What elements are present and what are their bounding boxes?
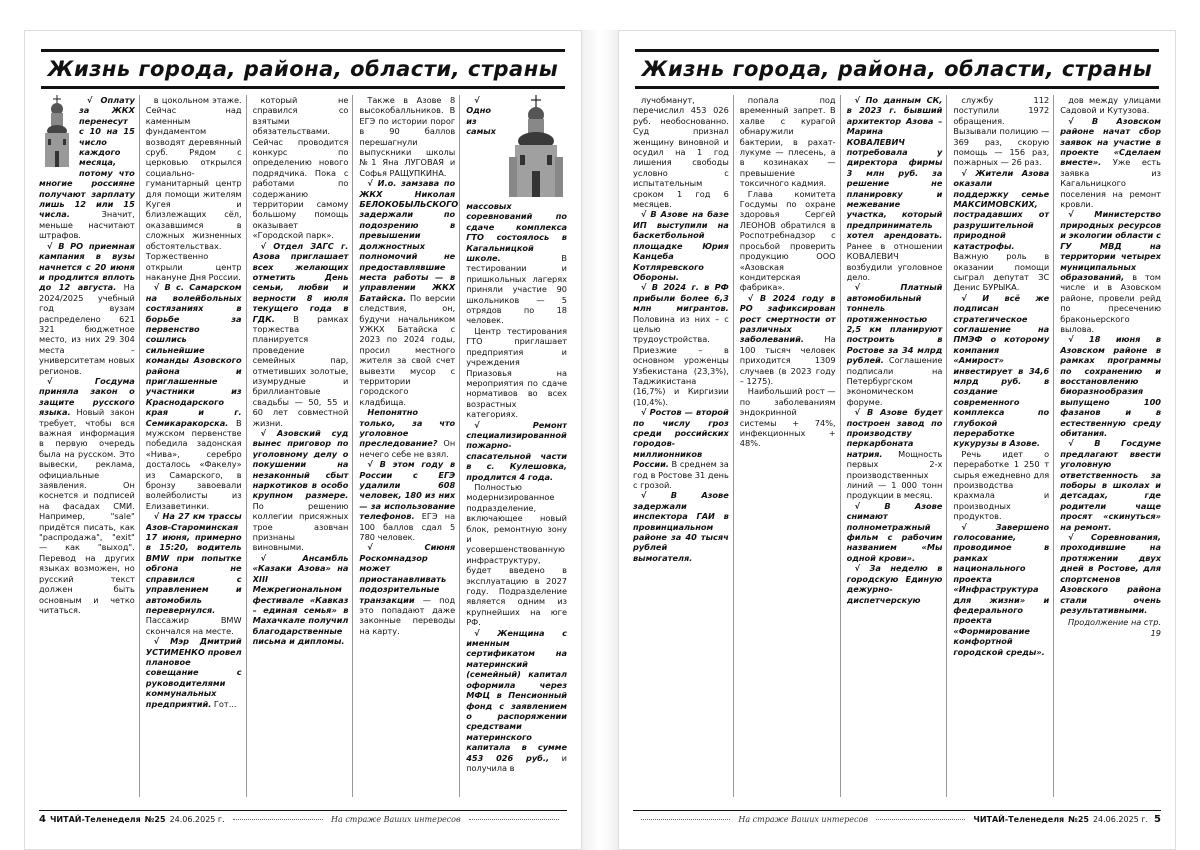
news-headline: √ Отдел ЗАГС г. Азова приглашает всех желающих отметить День семьи, любви и верности 8 июля текущего года в ГДК.: [252, 240, 349, 324]
news-item: [953, 168, 1049, 293]
news-item: [740, 189, 836, 293]
news-item: [633, 95, 729, 209]
page-number: 5: [1154, 813, 1162, 825]
news-body: который не справился со взятыми обязательствами. Сейчас проводится конкурс по определению нового подрядчика. Пока с работами по содержанию территории самому большому помощь оказывает «Городской парк».: [252, 95, 349, 241]
news-headline: √ 18 июня в Азовском районе в рамках программы по сохранению и восстановлению биоразнообразия выпущено 100 фазанов и в естественную среду обитания.: [1060, 334, 1161, 438]
footer-motto: На страже Ваших интересов: [331, 814, 461, 824]
column-right-3: [847, 95, 948, 797]
news-headline: √ Ансамбль «Казаки Азова» на XIII Межрегиональном фестивале «Кавказ – единая семья» в Махачкале получил благодарственные письма и дипломы.: [252, 552, 349, 647]
footer-dots: [876, 819, 965, 820]
news-headline: √ Платный автомобильный тоннель протяженностью 2,5 км планируют построить в Ростове за 34 млрд рублей.: [846, 282, 943, 366]
news-item: [359, 459, 455, 542]
news-headline: √ В Азовском районе начат сбор заявок на участие в проекте «Сделаем вместе».: [1060, 115, 1161, 168]
news-body: в цокольном этаже. Сейчас над каменным фундаментом возводят деревянный сруб. Рядом с церковью открылся социально-гуманитарный центр для помощи жителям Кугея и близлежащих сёл, оказавшимся в сложных жизненных обстоятельствах. Торжественно открыли центр накануне Дня России.: [145, 95, 242, 282]
news-body: Он нечего себе не взял.: [359, 438, 456, 459]
news-body: На 2024/2025 учебный год вузам распределено 621 321 бюджетное место, из них 29 304 места – университетам новых регионов.: [39, 282, 135, 376]
news-item: [1060, 116, 1161, 210]
news-headline: √ Женщина с именным сертификатом на материнский (семейный) капитал оформила через МФЦ в Пенсионный фонд с заявлением о распоряжении средствами материнского капитала в сумме 453 026 руб.,: [466, 627, 567, 763]
news-headline: √ В Азове будет построен завод по производству перкарбоната натрия.: [846, 407, 943, 459]
news-item: [146, 282, 242, 511]
news-body: Пассажир ВМW скончался на месте.: [145, 615, 242, 636]
news-headline: √ За неделю в городскую Единую дежурно-диспетчерскую: [846, 563, 943, 605]
news-item: [146, 95, 242, 282]
news-body: Новый закон требует, чтобы вся важная информация в первую очередь была на русском. Это вывески, реклама, официальные заявления. Он коснется и подписей на фасадах СМИ. Например, "sale" придётся писать, как "распродажа", "exit" — как "выход". Перевод на других языках возможен, но русский текст должен быть основным и четко читаться.: [39, 407, 135, 615]
news-body: По версии следствия, он, будучи начальником УЖКХ Батайска с 2023 по 2024 годы, просил местного жителя за свой счет вывезти мусор с территории городского кладбища.: [359, 292, 456, 407]
news-item: [953, 449, 1049, 522]
news-body: В тестировании и пришкольных лагерях приняли участие 90 школьников — 5 отрядов по 18 человек.: [466, 253, 567, 326]
news-body: Центр тестирования ГТО приглашает предприятия и учреждения Приазовья на мероприятия по сдаче нормативов во всех возрастных категориях.: [466, 325, 567, 420]
news-body: Мощность первых 2-х производственных линий — 1 000 тонн продукции в месяц.: [846, 448, 943, 501]
column-text: [847, 95, 943, 605]
news-item: [253, 553, 349, 647]
news-item: [39, 241, 135, 376]
column-right-5: [1060, 95, 1161, 797]
news-item: [1060, 532, 1161, 615]
news-headline: √ И всё же подписан стратегическое соглашение на ПМЭФ о которому компания «Амирост» инвестирует в 34,6 млрд руб. в создание современного комплекса по глубокой переработке кукурузы в Азове.: [953, 292, 1050, 449]
page-footer-right: [633, 810, 1161, 827]
news-body: Полностью модернизированное подразделение, включающее новый блок, ремонтную зону и усовершенствованную инфраструктуру, будет введено в эксплуатацию в 2027 году. Подразделение является одним из крупнейших на юге РФ.: [466, 481, 567, 628]
news-headline: Непонятно только, за что уголовное преследование?: [359, 407, 456, 449]
news-body: По решению коллегии присяжных трое азовчан признаны виновными.: [252, 500, 349, 553]
news-item: [740, 95, 836, 189]
news-headline: √ В РО приемная кампания в вузы начнется с 20 июня и продлится вплоть до 12 августа.: [39, 240, 135, 293]
news-body: лучобманут, перечислил 453 026 руб. необоснованно. Суд признал женщину виновной и осудил на 1 год лишения свободы условно с испытательным сроком 1 год 6 месяцев.: [633, 95, 729, 210]
news-body: Гот...: [211, 698, 237, 709]
news-headline: √ На 27 км трассы Азов-Староминская 17 июня, примерно в 15:20, водитель BMW при попытке обгона не справился с управлением и автомобиль перевернулся.: [145, 511, 242, 615]
issue-number: №25: [144, 814, 166, 824]
news-body: — под это попадают даже законные переводы на карту.: [359, 594, 456, 636]
news-item: [633, 407, 729, 490]
news-headline: √ В Госдуме предлагают ввести уголовную ответственность за поборы в школах и детсадах, где родители чаще просят «скинуться» на ремонт.: [1060, 438, 1161, 532]
news-item: [253, 241, 349, 428]
news-item: [633, 282, 729, 407]
news-headline: √ Оплату за ЖКХ перенесут с 10 на 15 число каждого месяца, потому что многие россияне получают зарплату лишь 12 или 15 числа.: [39, 95, 135, 220]
column-text: [253, 95, 349, 647]
news-body: Глава комитета Госдумы по охране здоровья Сергей ЛЕОНОВ обратился в Роспотребнадзор с просьбой проверить продукцию ООО «Азовская кондитерская фабрика».: [739, 188, 836, 293]
column-left-1: [39, 95, 140, 797]
news-headline: √ Азовский суд вынес приговор по уголовному делу о покушении на незаконный сбыт наркотиков в особо крупном размере.: [252, 428, 349, 501]
column-left-5: [466, 95, 567, 797]
news-headline: √ В 2024 г. в РФ прибыли более 6,3 млн мигрантов.: [633, 282, 729, 314]
page-left: [24, 30, 582, 850]
news-item: [847, 407, 943, 501]
news-headline: √ В Азове на базе ИП выступили на баскетбольной площадке Юрия Канцеба Котляревского Обороны.: [633, 209, 729, 282]
church-illustration: [39, 95, 75, 169]
continued-note: Продолжение на стр. 19: [1067, 617, 1161, 638]
news-headline: √ По данным СК, в 2023 г. бывший архитектор Азова – Марина КОВАЛЕВИЧ потребовала у директора фирмы 3 млн руб. за решение не планировку и межевание участка, который предприниматель хотел арендовать.: [846, 95, 943, 241]
news-item: [39, 376, 135, 615]
page-number: 4: [39, 813, 46, 825]
news-headline: √ В этом году в России с ЕГЭ удалили 608 человек, 180 из них — за использование телефонов.: [359, 459, 456, 522]
footer-dots: [641, 819, 730, 820]
news-item: [466, 326, 567, 420]
column-text: [953, 95, 1049, 657]
news-body: Значит, меньше насчитают штрафов.: [39, 209, 135, 241]
news-item: [253, 95, 349, 241]
news-body: Ранее в отношении КОВАЛЕВИЧ возбудили уголовное дело.: [846, 240, 943, 282]
column-text: [633, 95, 729, 563]
news-body: В рамках торжества планируется проведение семейных пар, отметивших золотые, изумрудные и бриллиантовые свадьбы — 50, 55 и 60 лет совместной жизни.: [252, 313, 349, 428]
news-headline: √ Госдума приняла закон о защите русского языка.: [39, 375, 135, 418]
section-banner-right: Жизнь города, района, области, страны: [635, 49, 1159, 89]
news-item: [1060, 334, 1161, 438]
news-item: [146, 636, 242, 709]
news-item: [1060, 209, 1161, 334]
column-text: [359, 95, 459, 636]
column-left-3: [253, 95, 354, 797]
news-headline: √ Сиюня Роскомнадзор может приостанавливать подозрительные транзакции: [359, 542, 456, 605]
news-item: [740, 386, 836, 448]
news-item: [359, 95, 455, 178]
news-body: В среднем за год в Ростове 31 день с грозой.: [633, 459, 729, 491]
news-item: [953, 293, 1049, 449]
news-body: Важную роль в оказании помощи сыграл депутат ЗС Денис БУРЫКА.: [953, 251, 1050, 293]
news-item: [953, 522, 1049, 657]
news-item: [466, 482, 567, 628]
cathedral-illustration: [505, 95, 567, 199]
news-body: На 100 тысяч человек приходится 1309 случаев (в 2023 году – 1275).: [739, 334, 836, 386]
section-banner-left: Жизнь города, района, области, страны: [41, 49, 565, 89]
news-item: [953, 95, 1049, 168]
news-body: службу 112 поступили 1972 обращения. Вызывали полицию — 369 раз, скорую помощь — 156 раз, пожарных — 26 раз.: [953, 95, 1050, 168]
news-headline: √ В 2024 году в РО зафиксирован рост смертности от различных заболеваний.: [739, 292, 836, 345]
news-item: [359, 407, 455, 459]
news-headline: √ Ростов — второй по числу гроз среди российских городов-миллионников России.: [633, 407, 729, 470]
page-right: [618, 30, 1176, 850]
news-item: [847, 501, 943, 563]
news-item: [466, 420, 567, 482]
news-item: [633, 490, 729, 563]
news-item: [466, 628, 567, 774]
news-headline: √ В с. Самарском на волейбольных состязаниях в борьбе за первенство сошлись сильнейшие команды Азовского района и приглашенные участники из Краснодарского края и г. Семикаракорска.: [145, 282, 242, 428]
news-body: Также в Азове 8 высокобалльников. В ЕГЭ по истории порог в 90 баллов перешагнули выпускники школы №1 Яна ЛУГОВАЯ и Софья РАЩУПКИНА.: [359, 95, 456, 178]
news-headline: √ В Азове снимают полнометражный фильм с рабочим названием «Мы одной крови».: [846, 500, 943, 563]
columns-left: [39, 95, 567, 797]
news-body: Половина из них – с целью трудоустройства. Приезжие – в основном уроженцы Узбекистана (23,3%), Таджикистана (16,7%) и Киргизии (10,4%).: [633, 313, 729, 407]
column-text: [740, 95, 836, 449]
news-body: Соглашение подписали на Петербургском экономическом форуме.: [846, 355, 943, 407]
news-item: [847, 563, 943, 605]
column-left-4: [359, 95, 460, 797]
columns-right: [633, 95, 1161, 797]
news-body: ЕГЭ на 100 баллов сдал 5 780 человек.: [359, 511, 456, 543]
column-text: [39, 95, 135, 615]
news-headline: √ Жители Азова оказали поддержку семье МАКСИМОВСКИХ, пострадавших от разрушительной природной катастрофы.: [953, 167, 1050, 251]
news-body: и получила в: [466, 752, 567, 773]
news-item: [359, 542, 455, 636]
issue-number: №25: [1068, 814, 1089, 824]
news-body: Уже есть заявка из Кагальницкого поселения на ремонт кровли.: [1060, 157, 1161, 210]
issue-date: 24.06.2025 г.: [1092, 814, 1149, 824]
news-body: дов между улицами Садовой и Кутузова.: [1060, 95, 1161, 116]
news-headline: √ Завершено голосование, проводимое в рамках национального проекта «Инфраструктура для жизни» и федерального проекта «Формирование комфортной городской среды».: [953, 521, 1050, 657]
news-headline: √ Одно из самых массовых соревнований по сдаче комплекса ГТО состоялось в Кагальницкой школе.: [466, 95, 567, 264]
news-item: [1060, 438, 1161, 532]
issue-date: 24.06.2025 г.: [169, 814, 225, 824]
news-item: [847, 282, 943, 407]
brand-name: ЧИТАЙ-Теленеделя: [973, 814, 1065, 824]
footer-motto: На страже Ваших интересов: [738, 814, 868, 824]
column-text: [146, 95, 242, 709]
news-item: [146, 511, 242, 636]
news-headline: √ Министерство природных ресурсов и экологии области с ГУ МВД на территории четырех муниципальных образований,: [1060, 209, 1161, 282]
news-item: [359, 178, 459, 407]
footer-dots: [233, 819, 323, 820]
news-body: В мужском первенстве победила задонская «Нива», серебро досталось «Факелу» из Самарского, в бронзу завоевали волейболисты из Елизаветинки.: [145, 417, 242, 511]
news-item: [633, 209, 729, 282]
news-item: [1060, 95, 1161, 116]
column-right-1: [633, 95, 734, 797]
news-headline: √ Соревнования, проходившие на протяжении двух дней в Ростове, для спортсменов Азовского района стали очень результативными.: [1060, 532, 1161, 615]
column-right-2: [740, 95, 841, 797]
column-text: [1060, 95, 1161, 615]
news-item: [253, 428, 349, 553]
news-body: в том числе и в Азовском районе, провели рейд по пресечению браконьерского вылова.: [1060, 271, 1161, 334]
page-gutter: [582, 30, 618, 850]
column-right-4: [953, 95, 1054, 797]
news-body: Речь идет о переработке 1 250 т сырья ежедневно для производства крахмала и производных продуктов.: [953, 448, 1050, 522]
news-headline: √ Мэр Дмитрий УСТИМЕНКО провел плановое совещание с руководителями коммунальных предприятий.: [145, 636, 242, 709]
news-body: попала под временный запрет. В халве с курагой обнаружили бактерии, в рахат-лукуме — плесень, а в козинаках — превышение токсичного кадмия.: [739, 95, 836, 189]
news-body: Наибольший рост — по заболеваниям эндокринной системы + 74%, инфекционных + 48%.: [739, 386, 836, 449]
news-headline: √ Ремонт специализированной пожарно-спасательной части в с. Кулешовка, продлится 4 года.: [466, 419, 567, 482]
news-item: [847, 95, 943, 282]
brand-name: ЧИТАЙ-Теленеделя: [49, 814, 141, 824]
news-item: [740, 293, 836, 387]
column-left-2: [146, 95, 247, 797]
news-headline: √ В Азове задержали инспектора ГАИ в провинциальном районе за 40 тысяч рублей вымогателя.: [633, 490, 729, 563]
news-headline: √ И.о. замзава по ЖКХ Николая БЕЛОКОБЫЛЬСКОГО задержали по подозрению в превышении должностных полномочий не предоставлявшие места работы — в управлении ЖКХ Батайска.: [359, 178, 459, 303]
footer-dots: [469, 819, 559, 820]
page-footer-left: [39, 810, 567, 827]
